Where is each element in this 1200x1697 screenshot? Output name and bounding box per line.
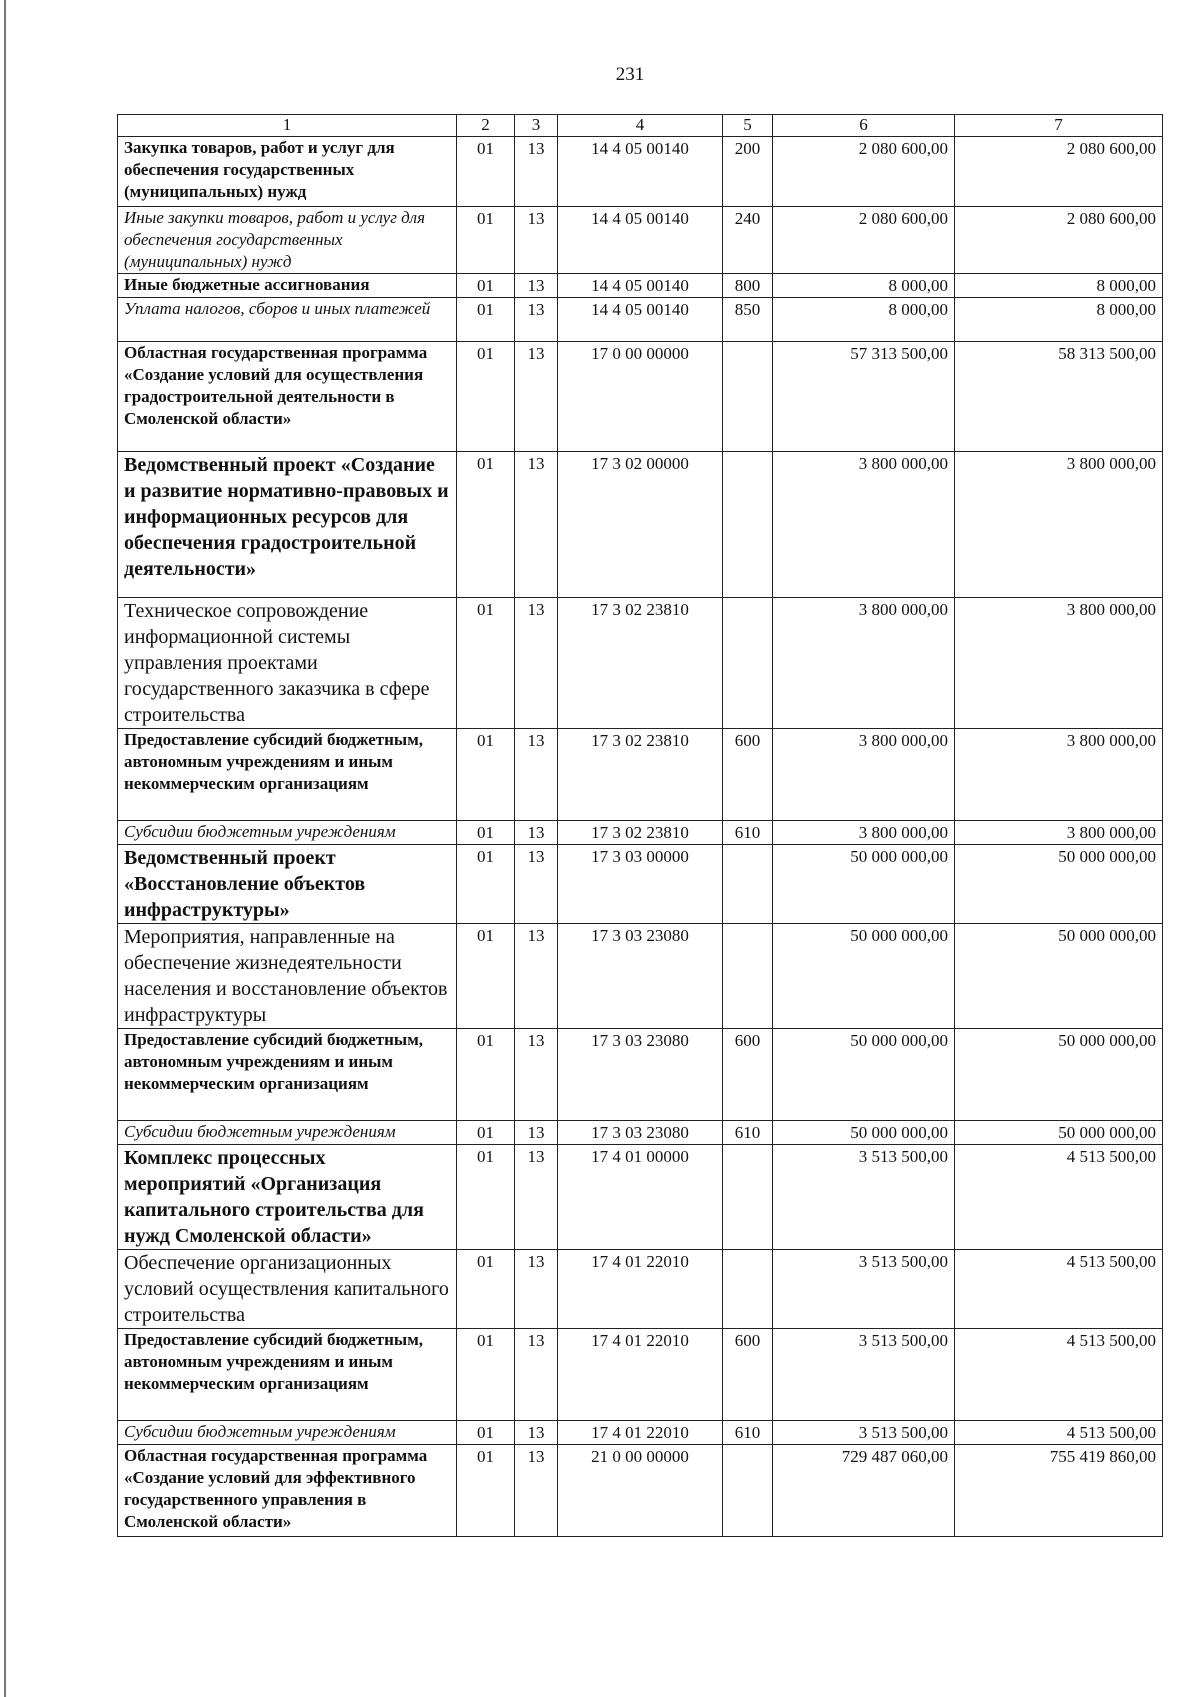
subsection-code: 13 xyxy=(515,821,558,845)
table-row xyxy=(118,1445,1163,1537)
expense-type-code xyxy=(723,598,773,729)
target-article-code: 17 0 00 00000 xyxy=(558,342,723,452)
budget-table xyxy=(117,114,1163,1537)
section-code: 01 xyxy=(457,1421,515,1445)
amount-year-2: 3 800 000,00 xyxy=(955,821,1163,845)
item-name: Иные закупки товаров, работ и услуг для обеспечения государственных (муниципальных) нужд xyxy=(118,207,457,274)
amount-year-1: 3 513 500,00 xyxy=(773,1250,955,1329)
expense-type-code: 240 xyxy=(723,207,773,274)
section-code: 01 xyxy=(457,1121,515,1145)
target-article-code: 14 4 05 00140 xyxy=(558,137,723,207)
section-code: 01 xyxy=(457,1145,515,1250)
subsection-code: 13 xyxy=(515,1421,558,1445)
amount-year-1: 3 800 000,00 xyxy=(773,821,955,845)
header-col-5: 5 xyxy=(723,115,773,137)
header-col-3: 3 xyxy=(515,115,558,137)
expense-type-code: 850 xyxy=(723,298,773,342)
amount-year-1: 729 487 060,00 xyxy=(773,1445,955,1537)
target-article-code: 14 4 05 00140 xyxy=(558,207,723,274)
header-col-7: 7 xyxy=(955,115,1163,137)
header-col-4: 4 xyxy=(558,115,723,137)
subsection-code: 13 xyxy=(515,924,558,1029)
expense-type-code xyxy=(723,342,773,452)
table-row xyxy=(118,342,1163,452)
section-code: 01 xyxy=(457,729,515,821)
table-row xyxy=(118,1145,1163,1250)
expense-type-code xyxy=(723,845,773,924)
target-article-code: 17 3 02 23810 xyxy=(558,729,723,821)
expense-type-code: 800 xyxy=(723,274,773,298)
item-name: Предоставление субсидий бюджетным, автономным учреждениям и иным некоммерческим организациям xyxy=(118,1329,457,1421)
amount-year-1: 3 800 000,00 xyxy=(773,729,955,821)
amount-year-2: 58 313 500,00 xyxy=(955,342,1163,452)
amount-year-2: 8 000,00 xyxy=(955,274,1163,298)
amount-year-2: 2 080 600,00 xyxy=(955,137,1163,207)
target-article-code: 17 3 03 00000 xyxy=(558,845,723,924)
table-row xyxy=(118,298,1163,342)
header-col-1: 1 xyxy=(118,115,457,137)
subsection-code: 13 xyxy=(515,729,558,821)
target-article-code: 17 3 03 23080 xyxy=(558,1121,723,1145)
amount-year-2: 50 000 000,00 xyxy=(955,845,1163,924)
expense-type-code xyxy=(723,924,773,1029)
item-name: Уплата налогов, сборов и иных платежей xyxy=(118,298,457,342)
amount-year-1: 50 000 000,00 xyxy=(773,1121,955,1145)
subsection-code: 13 xyxy=(515,274,558,298)
subsection-code: 13 xyxy=(515,1250,558,1329)
table-row xyxy=(118,137,1163,207)
amount-year-2: 8 000,00 xyxy=(955,298,1163,342)
amount-year-2: 3 800 000,00 xyxy=(955,729,1163,821)
amount-year-1: 3 513 500,00 xyxy=(773,1329,955,1421)
amount-year-1: 2 080 600,00 xyxy=(773,137,955,207)
target-article-code: 14 4 05 00140 xyxy=(558,298,723,342)
target-article-code: 17 3 02 23810 xyxy=(558,821,723,845)
amount-year-2: 3 800 000,00 xyxy=(955,452,1163,598)
item-name: Закупка товаров, работ и услуг для обеспечения государственных (муниципальных) нужд xyxy=(118,137,457,207)
item-name: Субсидии бюджетным учреждениям xyxy=(118,1121,457,1145)
amount-year-1: 2 080 600,00 xyxy=(773,207,955,274)
table-row xyxy=(118,1329,1163,1421)
target-article-code: 17 4 01 22010 xyxy=(558,1329,723,1421)
target-article-code: 17 3 02 23810 xyxy=(558,598,723,729)
amount-year-1: 8 000,00 xyxy=(773,274,955,298)
header-col-2: 2 xyxy=(457,115,515,137)
amount-year-1: 3 513 500,00 xyxy=(773,1421,955,1445)
expense-type-code xyxy=(723,1250,773,1329)
subsection-code: 13 xyxy=(515,845,558,924)
subsection-code: 13 xyxy=(515,1329,558,1421)
amount-year-1: 50 000 000,00 xyxy=(773,1029,955,1121)
table-row xyxy=(118,207,1163,274)
item-name: Иные бюджетные ассигнования xyxy=(118,274,457,298)
table-row xyxy=(118,598,1163,729)
amount-year-2: 4 513 500,00 xyxy=(955,1329,1163,1421)
section-code: 01 xyxy=(457,1445,515,1537)
section-code: 01 xyxy=(457,342,515,452)
item-name: Предоставление субсидий бюджетным, автономным учреждениям и иным некоммерческим организациям xyxy=(118,729,457,821)
section-code: 01 xyxy=(457,298,515,342)
table-row xyxy=(118,452,1163,598)
scan-edge-line xyxy=(4,0,6,1697)
table-row xyxy=(118,821,1163,845)
item-name: Предоставление субсидий бюджетным, автономным учреждениям и иным некоммерческим организациям xyxy=(118,1029,457,1121)
amount-year-1: 3 513 500,00 xyxy=(773,1145,955,1250)
table-row xyxy=(118,1121,1163,1145)
amount-year-1: 50 000 000,00 xyxy=(773,924,955,1029)
amount-year-1: 3 800 000,00 xyxy=(773,452,955,598)
table-row xyxy=(118,845,1163,924)
subsection-code: 13 xyxy=(515,342,558,452)
amount-year-1: 50 000 000,00 xyxy=(773,845,955,924)
target-article-code: 17 3 03 23080 xyxy=(558,924,723,1029)
section-code: 01 xyxy=(457,274,515,298)
item-name: Областная государственная программа «Создание условий для эффективного государственного управления в Смоленской области» xyxy=(118,1445,457,1537)
section-code: 01 xyxy=(457,1250,515,1329)
item-name: Субсидии бюджетным учреждениям xyxy=(118,821,457,845)
item-name: Ведомственный проект «Создание и развитие нормативно-правовых и информационных ресурсов для обеспечения градостроительной деятельности» xyxy=(118,452,457,598)
target-article-code: 17 3 03 23080 xyxy=(558,1029,723,1121)
amount-year-2: 2 080 600,00 xyxy=(955,207,1163,274)
section-code: 01 xyxy=(457,598,515,729)
section-code: 01 xyxy=(457,207,515,274)
target-article-code: 17 3 02 00000 xyxy=(558,452,723,598)
amount-year-1: 3 800 000,00 xyxy=(773,598,955,729)
item-name: Субсидии бюджетным учреждениям xyxy=(118,1421,457,1445)
section-code: 01 xyxy=(457,1029,515,1121)
target-article-code: 17 4 01 22010 xyxy=(558,1250,723,1329)
subsection-code: 13 xyxy=(515,1445,558,1537)
target-article-code: 21 0 00 00000 xyxy=(558,1445,723,1537)
subsection-code: 13 xyxy=(515,1145,558,1250)
header-col-6: 6 xyxy=(773,115,955,137)
target-article-code: 14 4 05 00140 xyxy=(558,274,723,298)
subsection-code: 13 xyxy=(515,1029,558,1121)
subsection-code: 13 xyxy=(515,1121,558,1145)
table-row xyxy=(118,729,1163,821)
header-row xyxy=(118,115,1163,137)
expense-type-code: 610 xyxy=(723,1121,773,1145)
section-code: 01 xyxy=(457,137,515,207)
subsection-code: 13 xyxy=(515,137,558,207)
expense-type-code: 600 xyxy=(723,729,773,821)
page-number: 231 xyxy=(615,64,645,85)
amount-year-2: 4 513 500,00 xyxy=(955,1421,1163,1445)
expense-type-code: 610 xyxy=(723,821,773,845)
expense-type-code xyxy=(723,452,773,598)
section-code: 01 xyxy=(457,924,515,1029)
item-name: Техническое сопровождение информационной системы управления проектами государственного заказчика в сфере строительства xyxy=(118,598,457,729)
subsection-code: 13 xyxy=(515,207,558,274)
section-code: 01 xyxy=(457,845,515,924)
subsection-code: 13 xyxy=(515,452,558,598)
table-row xyxy=(118,1421,1163,1445)
amount-year-1: 8 000,00 xyxy=(773,298,955,342)
amount-year-2: 755 419 860,00 xyxy=(955,1445,1163,1537)
expense-type-code: 600 xyxy=(723,1029,773,1121)
amount-year-2: 4 513 500,00 xyxy=(955,1145,1163,1250)
amount-year-2: 50 000 000,00 xyxy=(955,924,1163,1029)
expense-type-code: 600 xyxy=(723,1329,773,1421)
subsection-code: 13 xyxy=(515,598,558,729)
amount-year-2: 50 000 000,00 xyxy=(955,1029,1163,1121)
expense-type-code: 200 xyxy=(723,137,773,207)
amount-year-2: 50 000 000,00 xyxy=(955,1121,1163,1145)
section-code: 01 xyxy=(457,1329,515,1421)
expense-type-code: 610 xyxy=(723,1421,773,1445)
subsection-code: 13 xyxy=(515,298,558,342)
amount-year-2: 4 513 500,00 xyxy=(955,1250,1163,1329)
table-row xyxy=(118,1029,1163,1121)
expense-type-code xyxy=(723,1145,773,1250)
section-code: 01 xyxy=(457,821,515,845)
expense-type-code xyxy=(723,1445,773,1537)
table-row xyxy=(118,274,1163,298)
item-name: Ведомственный проект «Восстановление объектов инфраструктуры» xyxy=(118,845,457,924)
table-row xyxy=(118,1250,1163,1329)
amount-year-1: 57 313 500,00 xyxy=(773,342,955,452)
table-row xyxy=(118,924,1163,1029)
item-name: Обеспечение организационных условий осуществления капитального строительства xyxy=(118,1250,457,1329)
item-name: Областная государственная программа «Создание условий для осуществления градостроительной деятельности в Смоленской области» xyxy=(118,342,457,452)
section-code: 01 xyxy=(457,452,515,598)
item-name: Мероприятия, направленные на обеспечение жизнедеятельности населения и восстановление объектов инфраструктуры xyxy=(118,924,457,1029)
amount-year-2: 3 800 000,00 xyxy=(955,598,1163,729)
target-article-code: 17 4 01 00000 xyxy=(558,1145,723,1250)
item-name: Комплекс процессных мероприятий «Организация капитального строительства для нужд Смоленской области» xyxy=(118,1145,457,1250)
target-article-code: 17 4 01 22010 xyxy=(558,1421,723,1445)
